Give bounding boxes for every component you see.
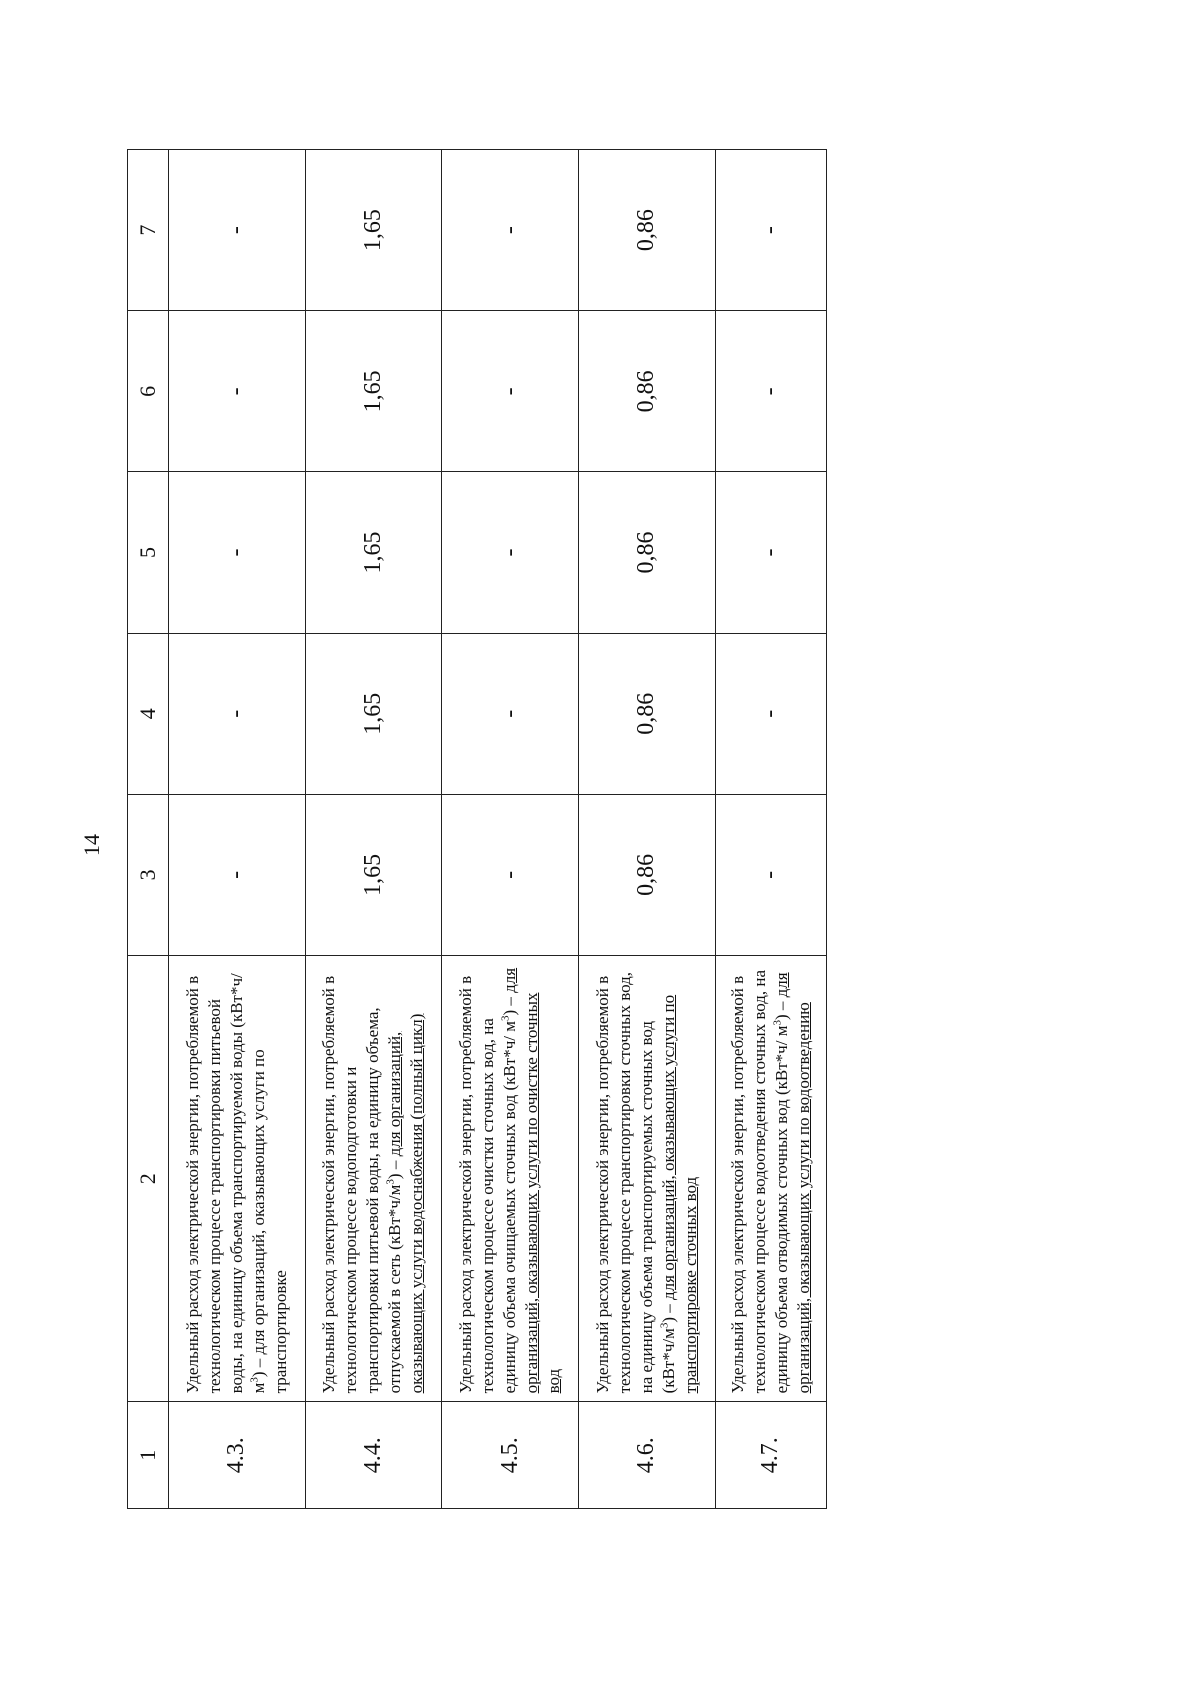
column-header: 6 (128, 311, 169, 472)
value-cell: 1,65 (305, 311, 442, 472)
value-cell: - (715, 472, 826, 633)
row-number: 4.6. (578, 1402, 715, 1509)
table-row (169, 150, 306, 1509)
value-cell: 0,86 (578, 472, 715, 633)
value-cell: 0,86 (578, 633, 715, 794)
value-cell: - (442, 633, 579, 794)
row-description: Удельный расход электрической энергии, потребляемой в технологическом процессе очистки сточных вод, на единицу объема очищаемых сточных вод (кВт*ч/ $м^3$) – для организаций, оказывающих услуги по очистке сточных вод (442, 956, 579, 1402)
row-number: 4.3. (169, 1402, 306, 1509)
value-cell: - (169, 633, 306, 794)
column-header: 2 (128, 956, 169, 1402)
value-cell: - (442, 472, 579, 633)
table-row (715, 150, 826, 1509)
table-header-row (128, 150, 169, 1509)
column-header: 1 (128, 1402, 169, 1509)
value-cell: - (715, 150, 826, 311)
value-cell: - (169, 794, 306, 955)
value-cell: 1,65 (305, 633, 442, 794)
value-cell: - (715, 794, 826, 955)
row-description: Удельный расход электрической энергии, потребляемой в технологическом процессе водоотведения сточных вод, на единицу объема отводимых сточных вод (кВт*ч/ $м^3$) – для организаций, оказывающих услуги по водоотведению (715, 956, 826, 1402)
row-description: Удельный расход электрической энергии, потребляемой в технологическом процессе транспортировки питьевой воды, на единицу объема транспортируемой воды $(кВт*ч/м^3)$ – для организаций, оказывающих услуги по транспортировке (169, 956, 306, 1402)
value-cell: 0,86 (578, 311, 715, 472)
column-header: 7 (128, 150, 169, 311)
value-cell: - (715, 633, 826, 794)
column-header: 5 (128, 472, 169, 633)
indicators-table (127, 149, 827, 1509)
table-row (442, 150, 579, 1509)
value-cell: - (169, 150, 306, 311)
value-cell: - (442, 150, 579, 311)
row-number: 4.4. (305, 1402, 442, 1509)
column-header: 3 (128, 794, 169, 955)
page-number: 14 (79, 834, 104, 856)
row-description: Удельный расход электрической энергии, потребляемой в технологическом процессе транспортировки сточных вод, на единицу объема транспортируемых сточных вод $(кВт*ч/м^3)$ – для организаций, оказывающих услуги по транспортировке сточных вод (578, 956, 715, 1402)
value-cell: - (442, 794, 579, 955)
value-cell: 1,65 (305, 794, 442, 955)
table-row (578, 150, 715, 1509)
value-cell: 0,86 (578, 794, 715, 955)
value-cell: - (442, 311, 579, 472)
row-number: 4.5. (442, 1402, 579, 1509)
rotated-table-container (127, 149, 827, 1509)
value-cell: 1,65 (305, 472, 442, 633)
row-number: 4.7. (715, 1402, 826, 1509)
table-row (305, 150, 442, 1509)
column-header: 4 (128, 633, 169, 794)
value-cell: - (715, 311, 826, 472)
value-cell: 0,86 (578, 150, 715, 311)
row-description: Удельный расход электрической энергии, потребляемой в технологическом процессе водоподготовки и транспортировки питьевой воды, на единицу объема, отпускаемой в сеть $(кВт*ч/м^3)$ – для организаций, оказывающих услуги водоснабжения (полный цикл) (305, 956, 442, 1402)
value-cell: 1,65 (305, 150, 442, 311)
value-cell: - (169, 472, 306, 633)
value-cell: - (169, 311, 306, 472)
